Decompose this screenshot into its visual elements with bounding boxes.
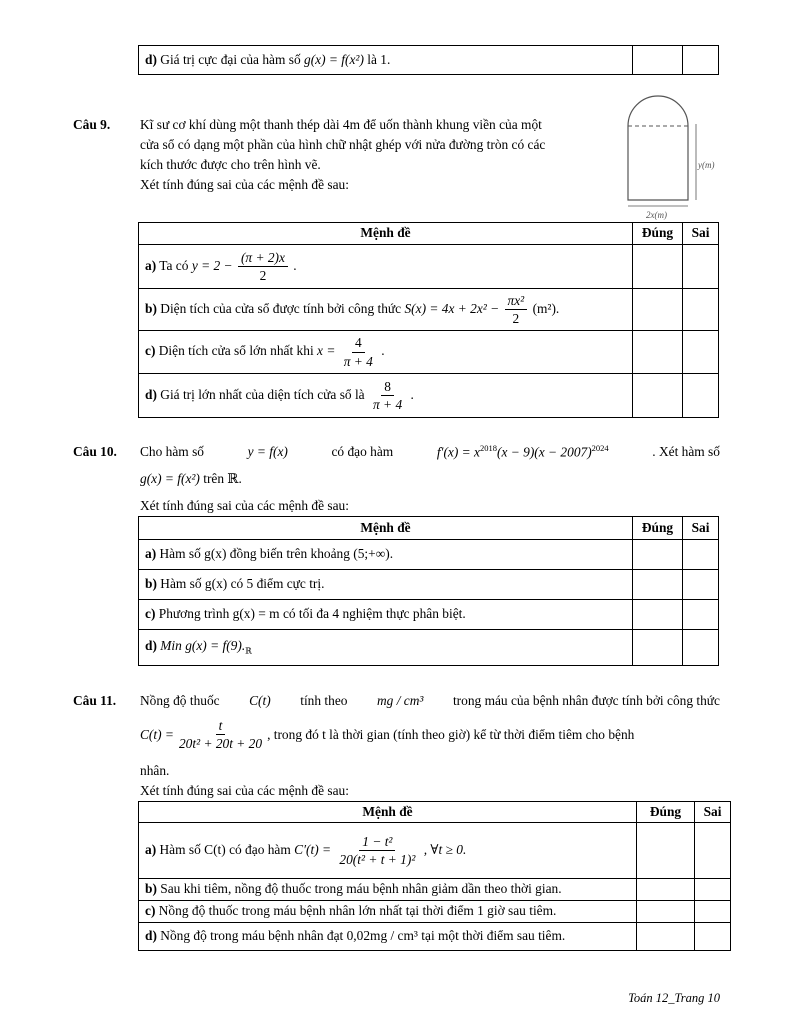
y-dimension-label: y(m) [698, 160, 715, 170]
text-fragment: trong máu của bệnh nhân được tính bởi công thức [452, 693, 720, 708]
row-math: g(x) = f(x²) [304, 51, 364, 67]
fraction-denominator: π + 4 [343, 353, 373, 369]
row-tail: (m²). [532, 300, 560, 316]
fraction [336, 834, 418, 868]
table-row [139, 901, 731, 923]
row-label: b) [145, 576, 157, 592]
row-label: b) [145, 881, 157, 897]
row-tail: . [381, 343, 385, 359]
math-fragment: mg / cm³ [377, 693, 424, 708]
table-row [139, 923, 731, 951]
fraction-numerator: t [216, 718, 226, 735]
table-row [139, 331, 719, 374]
row-text: Nồng độ trong máu bệnh nhân đạt 0,02mg / cm³ tại một thời điểm sau tiêm. [160, 928, 566, 944]
statement-cell [139, 879, 637, 901]
question-11-table [138, 801, 731, 951]
table-row [139, 289, 719, 331]
prev-question-table [138, 45, 719, 75]
text-fragment: . Xét hàm số [652, 444, 720, 459]
row-text: Ta có [159, 257, 189, 273]
fraction [370, 379, 405, 413]
question-9-line-3: kích thước được cho trên hình vẽ. [140, 157, 321, 172]
question-10-instruction: Xét tính đúng sai của các mệnh đề sau: [140, 498, 349, 513]
fraction-denominator: 20t² + 20t + 20 [178, 736, 263, 752]
row-tail: . [410, 386, 414, 402]
statement-header: Mệnh đề [139, 802, 637, 823]
row-text: Sau khi tiêm, nồng độ thuốc trong máu bệnh nhân giảm dần theo thời gian. [160, 881, 562, 897]
false-checkbox-cell[interactable] [683, 245, 719, 289]
row-math: C′(t) = [294, 841, 332, 857]
fraction [505, 293, 528, 327]
question-11-instruction: Xét tính đúng sai của các mệnh đề sau: [140, 783, 349, 798]
true-checkbox-cell[interactable] [637, 901, 695, 923]
statement-cell [139, 289, 633, 331]
statement-cell [139, 245, 633, 289]
question-10-line-2 [140, 470, 242, 488]
row-tail: . [293, 257, 297, 273]
question-10-line-1 [140, 443, 720, 462]
false-checkbox-cell[interactable] [695, 923, 731, 951]
fraction-numerator: 4 [352, 335, 365, 352]
row-text: Hàm số g(x) đồng biến trên khoảng (5;+∞). [159, 546, 394, 562]
fraction-numerator: 8 [381, 379, 394, 396]
derivative-formula [437, 443, 609, 462]
false-header: Sai [683, 517, 719, 540]
row-math: S(x) = 4x + 2x² − [404, 300, 500, 316]
true-header: Đúng [633, 517, 683, 540]
true-checkbox-cell[interactable] [633, 600, 683, 630]
false-checkbox-cell[interactable] [695, 879, 731, 901]
table-row [139, 540, 719, 570]
table-header-row [139, 517, 719, 540]
question-10-table [138, 516, 719, 666]
question-9-line-1: Kĩ sư cơ khí dùng một thanh thép dài 4m để uốn thành khung viền của một [140, 117, 542, 132]
row-label: c) [145, 903, 156, 919]
false-checkbox-cell[interactable] [683, 630, 719, 666]
question-11-line-3: nhân. [140, 763, 170, 778]
subscript: ℝ [245, 646, 252, 656]
row-label: a) [145, 257, 157, 273]
false-checkbox-cell[interactable] [683, 331, 719, 374]
question-9-line-2: cửa sổ có dạng một phần của hình chữ nhật ghép với nửa đường tròn có các [140, 137, 546, 152]
true-checkbox-cell[interactable] [633, 289, 683, 331]
false-checkbox-cell[interactable] [683, 570, 719, 600]
row-tail: là 1. [367, 51, 391, 67]
row-text: Giá trị lớn nhất của diện tích cửa sổ là [160, 386, 365, 402]
false-checkbox-cell[interactable] [683, 289, 719, 331]
window-figure [620, 94, 724, 222]
exponent: 2024 [591, 443, 609, 453]
row-label: b) [145, 300, 157, 316]
row-text: Giá trị cực đại của hàm số [160, 51, 301, 67]
row-math: y = 2 − [191, 257, 233, 273]
false-checkbox-cell[interactable] [683, 374, 719, 418]
question-10-label: Câu 10. [73, 444, 117, 459]
math-fragment: (x − 9)(x − 2007) [497, 444, 592, 460]
text-fragment: , trong đó t là thời gian (tính theo giờ) kể từ thời điểm tiêm cho bệnh [267, 726, 635, 742]
false-checkbox-cell[interactable] [695, 823, 731, 879]
question-11-line-1 [140, 692, 720, 710]
question-11-label: Câu 11. [73, 693, 117, 708]
table-row [139, 245, 719, 289]
fraction [238, 250, 288, 284]
row-label: d) [145, 928, 157, 944]
x-dimension-label: 2x(m) [646, 210, 667, 220]
row-text: Diện tích cửa sổ lớn nhất khi [158, 343, 314, 359]
row-label: c) [145, 606, 156, 622]
statement-cell [139, 823, 637, 879]
row-label: c) [145, 343, 156, 359]
statement-cell [139, 46, 633, 75]
false-checkbox-cell[interactable] [683, 46, 719, 75]
fraction-denominator: π + 4 [373, 397, 403, 412]
fraction-denominator: 20(t² + t + 1)² [339, 852, 416, 867]
question-11-line-2 [140, 718, 634, 752]
statement-cell [139, 331, 633, 374]
true-checkbox-cell[interactable] [637, 879, 695, 901]
true-checkbox-cell[interactable] [633, 46, 683, 75]
row-tail: , ∀t ≥ 0. [423, 841, 467, 857]
question-9-instruction: Xét tính đúng sai của các mệnh đề sau: [140, 177, 349, 192]
row-text: Phương trình g(x) = m có tối đa 4 nghiệm thực phân biệt. [158, 606, 466, 622]
fraction-denominator: 2 [512, 311, 520, 326]
table-row [139, 374, 719, 418]
true-checkbox-cell[interactable] [633, 540, 683, 570]
table-row [139, 46, 719, 75]
row-text: Min g(x) = f(9). [160, 638, 246, 654]
fraction-numerator: πx² [505, 293, 528, 310]
statement-cell [139, 600, 633, 630]
question-9-label: Câu 9. [73, 117, 111, 132]
fraction-denominator: 2 [259, 268, 267, 283]
false-checkbox-cell[interactable] [695, 901, 731, 923]
row-label: d) [145, 638, 157, 654]
true-checkbox-cell[interactable] [633, 245, 683, 289]
table-header-row [139, 223, 719, 245]
statement-header: Mệnh đề [139, 223, 633, 245]
true-checkbox-cell[interactable] [633, 570, 683, 600]
false-checkbox-cell[interactable] [683, 540, 719, 570]
math-fragment: y = f(x) [247, 444, 288, 459]
fraction-numerator: 1 − t² [359, 834, 395, 851]
statement-cell [139, 570, 633, 600]
exponent: 2018 [480, 443, 497, 453]
math-fragment: C(t) [249, 693, 271, 708]
table-row [139, 600, 719, 630]
row-label: d) [145, 386, 157, 402]
text-fragment: Cho hàm số [140, 444, 204, 459]
false-header: Sai [695, 802, 731, 823]
page-footer: Toán 12_Trang 10 [628, 991, 720, 1005]
row-text: Hàm số C(t) có đạo hàm [159, 841, 291, 857]
true-checkbox-cell[interactable] [633, 630, 683, 666]
row-text: Nồng độ thuốc trong máu bệnh nhân lớn nhất tại thời điểm 1 giờ sau tiêm. [158, 903, 557, 919]
text-fragment: có đạo hàm [331, 444, 394, 459]
fraction [176, 718, 265, 752]
row-math: x = [317, 343, 336, 359]
statement-cell [139, 923, 637, 951]
statement-header: Mệnh đề [139, 517, 633, 540]
math-fragment: f′(x) = x [436, 444, 480, 460]
table-row [139, 570, 719, 600]
false-checkbox-cell[interactable] [683, 600, 719, 630]
true-checkbox-cell[interactable] [637, 823, 695, 879]
row-label: d) [145, 51, 157, 67]
statement-cell [139, 630, 633, 666]
table-row [139, 879, 731, 901]
text-fragment: Nồng độ thuốc [140, 693, 220, 708]
text-fragment: trên ℝ. [203, 471, 242, 486]
table-row [139, 630, 719, 666]
true-checkbox-cell[interactable] [633, 331, 683, 374]
true-header: Đúng [633, 223, 683, 245]
text-fragment: tính theo [300, 693, 348, 708]
row-text: Diện tích của cửa sổ được tính bởi công thức [160, 300, 402, 316]
row-label: a) [145, 841, 157, 857]
row-text: Hàm số g(x) có 5 điểm cực trị. [160, 576, 325, 592]
fraction-numerator: (π + 2)x [238, 250, 288, 267]
table-header-row [139, 802, 731, 823]
math-fragment: g(x) = f(x²) [140, 471, 200, 486]
false-header: Sai [683, 223, 719, 245]
window-outline [628, 96, 688, 200]
statement-cell [139, 374, 633, 418]
fraction [341, 335, 376, 369]
statement-cell [139, 540, 633, 570]
row-label: a) [145, 546, 157, 562]
math-fragment: C(t) = [140, 726, 174, 742]
question-9-table [138, 222, 719, 418]
true-header: Đúng [637, 802, 695, 823]
true-checkbox-cell[interactable] [633, 374, 683, 418]
statement-cell [139, 901, 637, 923]
table-row [139, 823, 731, 879]
true-checkbox-cell[interactable] [637, 923, 695, 951]
